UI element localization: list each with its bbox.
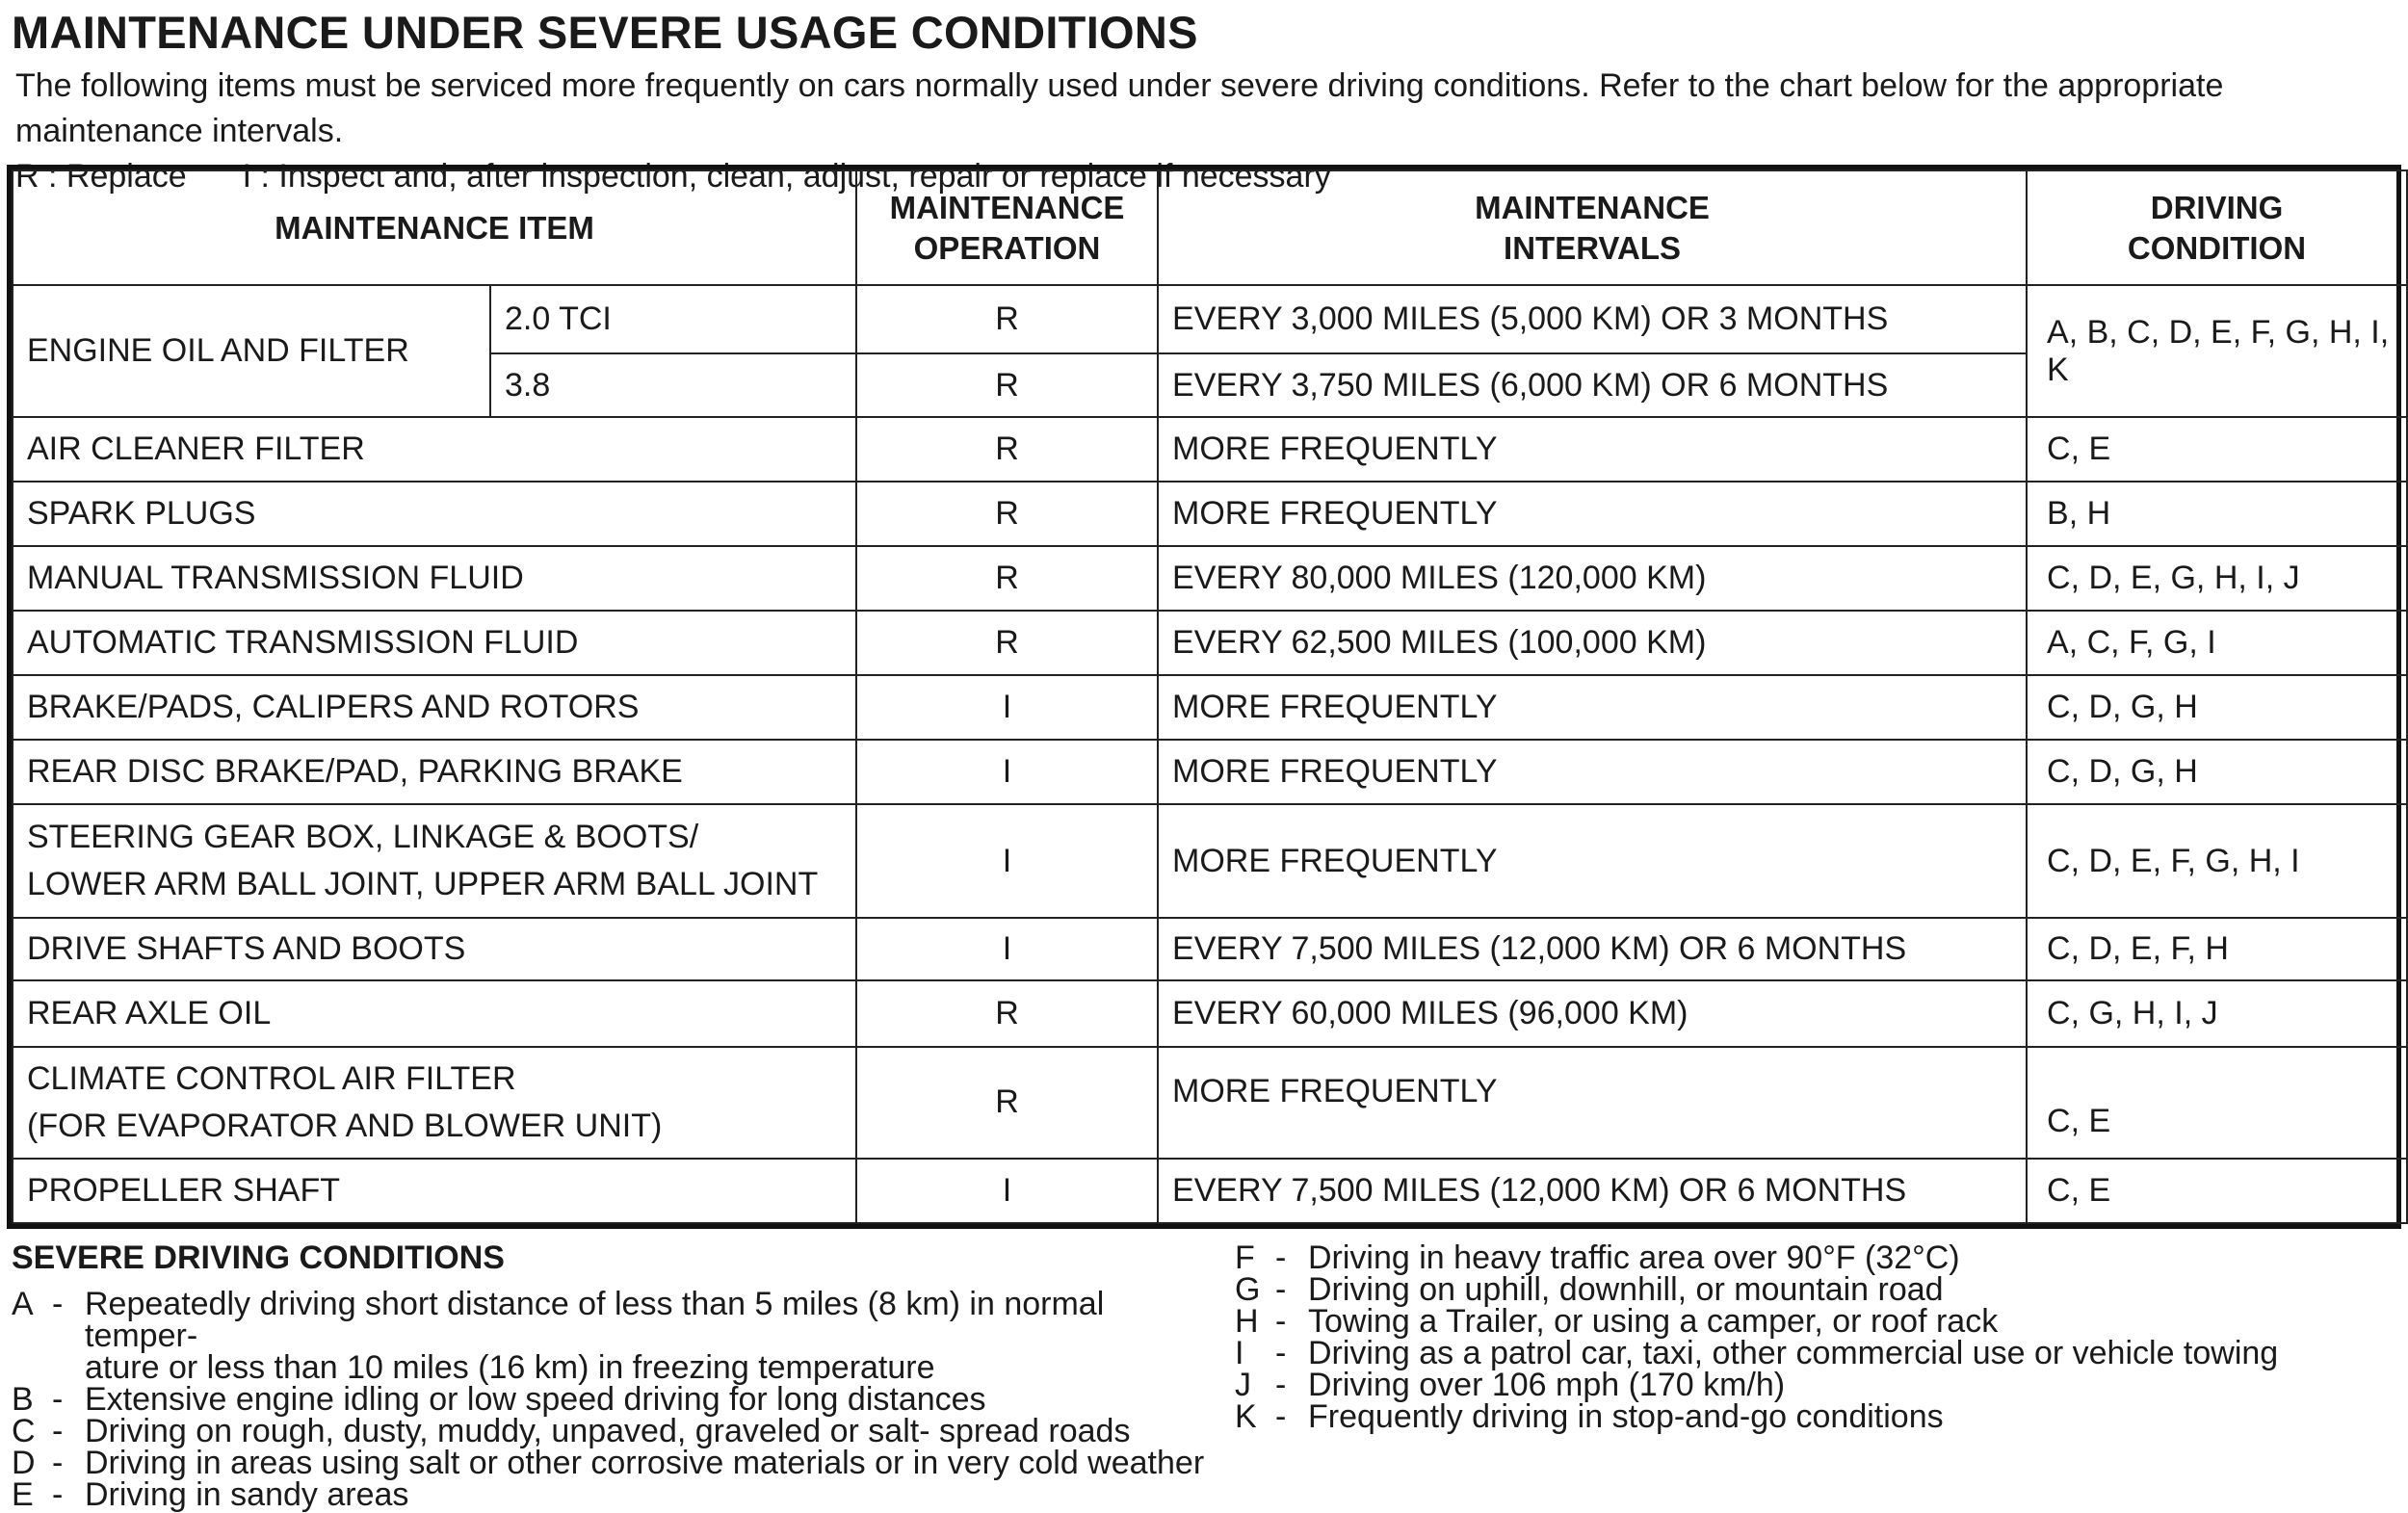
interval-cell: EVERY 62,500 MILES (100,000 KM) [1158,611,2027,675]
interval-cell: EVERY 60,000 MILES (96,000 KM) [1158,980,2027,1047]
operation-cell: R [856,353,1158,417]
interval-cell: EVERY 3,000 MILES (5,000 KM) OR 3 MONTHS [1158,285,2027,353]
condition-cell: A, B, C, D, E, F, G, H, I, K [2027,285,2407,417]
header-item: MAINTENANCE ITEM [13,170,856,285]
header-condition: DRIVING CONDITION [2027,170,2407,285]
header-intervals: MAINTENANCE INTERVALS [1158,170,2027,285]
item-cell: REAR AXLE OIL [13,980,856,1047]
table-row [13,417,2407,482]
condition-cell: C, D, G, H [2027,675,2407,740]
interval-cell: MORE FREQUENTLY [1158,804,2027,917]
engine-variant: 2.0 TCI [490,285,856,353]
condition-item: J - Driving over 106 mph (170 km/h) [1235,1367,1786,1403]
table-row [13,804,2407,917]
table-row [13,675,2407,740]
intro-paragraph: The following items must be serviced more frequently on cars normally used under severe driving conditions. Refer to the chart below for the appropriate maintenance intervals. [15,67,2224,149]
severe-conditions-right [1235,1239,2391,1435]
condition-item: D - Driving in areas using salt or other corrosive materials or in very cold weather [12,1445,1205,1481]
condition-item: A - Repeatedly driving short distance of less than 5 miles (8 km) in normal temper- ature or less than 10 miles (16 km) in freezing temperature [12,1286,1105,1386]
maintenance-table [12,170,2408,1224]
table-row [13,285,2407,353]
interval-cell: EVERY 7,500 MILES (12,000 KM) OR 6 MONTHS [1158,1159,2027,1223]
page-title: MAINTENANCE UNDER SEVERE USAGE CONDITIONS [12,7,1198,58]
maintenance-table-frame [7,165,2401,1229]
operation-cell: R [856,546,1158,611]
condition-cell: C, D, G, H [2027,740,2407,804]
operation-cell: I [856,804,1158,917]
engine-variant: 3.8 [490,353,856,417]
condition-item: K - Frequently driving in stop-and-go conditions [1235,1398,1944,1435]
table-row [13,1047,2407,1159]
operation-cell: I [856,918,1158,980]
interval-cell: MORE FREQUENTLY [1158,675,2027,740]
table-row [13,611,2407,675]
operation-cell: R [856,285,1158,353]
item-cell: PROPELLER SHAFT [13,1159,856,1223]
condition-cell: A, C, F, G, I [2027,611,2407,675]
condition-item: I - Driving as a patrol car, taxi, other commercial use or vehicle towing [1235,1335,2279,1371]
item-cell: REAR DISC BRAKE/PAD, PARKING BRAKE [13,740,856,804]
interval-cell: EVERY 3,750 MILES (6,000 KM) OR 6 MONTHS [1158,353,2027,417]
interval-cell: MORE FREQUENTLY [1158,1047,2027,1159]
condition-item: E - Driving in sandy areas [12,1476,409,1513]
table-row [13,546,2407,611]
operation-cell: R [856,482,1158,546]
legend-inspect: I : Inspect and, after inspection, clean, adjust, repair or replace if necessary [242,158,1331,195]
severe-conditions-title: SEVERE DRIVING CONDITIONS [12,1239,505,1276]
condition-cell: C, G, H, I, J [2027,980,2407,1047]
engine-oil-item: ENGINE OIL AND FILTER [13,285,490,417]
item-cell: MANUAL TRANSMISSION FLUID [13,546,856,611]
operation-cell: R [856,417,1158,482]
item-cell: BRAKE/PADS, CALIPERS AND ROTORS [13,675,856,740]
condition-item: G - Driving on uphill, downhill, or mountain road [1235,1271,1944,1308]
condition-cell: C, E [2027,417,2407,482]
interval-cell: MORE FREQUENTLY [1158,417,2027,482]
table-header-row [13,170,2407,285]
condition-item: C - Driving on rough, dusty, muddy, unpaved, graveled or salt- spread roads [12,1413,1131,1449]
item-cell: AIR CLEANER FILTER [13,417,856,482]
item-cell: STEERING GEAR BOX, LINKAGE & BOOTS/ LOWER ARM BALL JOINT, UPPER ARM BALL JOINT [13,804,856,917]
item-cell: SPARK PLUGS [13,482,856,546]
condition-cell: C, D, E, F, H [2027,918,2407,980]
interval-cell: MORE FREQUENTLY [1158,482,2027,546]
legend-replace: R : Replace [15,158,187,195]
condition-cell: C, D, E, G, H, I, J [2027,546,2407,611]
operation-cell: R [856,611,1158,675]
interval-cell: EVERY 7,500 MILES (12,000 KM) OR 6 MONTHS [1158,918,2027,980]
condition-cell: C, E [2027,1159,2407,1223]
condition-item: H - Towing a Trailer, or using a camper, or roof rack [1235,1303,1999,1340]
condition-cell: C, D, E, F, G, H, I [2027,804,2407,917]
condition-item: B - Extensive engine idling or low speed driving for long distances [12,1381,986,1418]
condition-cell: C, E [2027,1047,2407,1159]
item-cell: DRIVE SHAFTS AND BOOTS [13,918,856,980]
item-cell: AUTOMATIC TRANSMISSION FLUID [13,611,856,675]
condition-cell: B, H [2027,482,2407,546]
table-row [13,482,2407,546]
table-row [13,1159,2407,1223]
item-cell: CLIMATE CONTROL AIR FILTER (FOR EVAPORATOR AND BLOWER UNIT) [13,1047,856,1159]
header-operation: MAINTENANCE OPERATION [856,170,1158,285]
operation-cell: R [856,980,1158,1047]
operation-cell: I [856,1159,1158,1223]
operation-cell: I [856,675,1158,740]
severe-conditions-left [12,1239,1216,1513]
interval-cell: MORE FREQUENTLY [1158,740,2027,804]
operation-cell: I [856,740,1158,804]
table-row [13,740,2407,804]
operation-cell: R [856,1047,1158,1159]
interval-cell: EVERY 80,000 MILES (120,000 KM) [1158,546,2027,611]
table-row [13,918,2407,980]
table-row [13,980,2407,1047]
condition-item: F - Driving in heavy traffic area over 90°F (32°C) [1235,1239,1960,1276]
